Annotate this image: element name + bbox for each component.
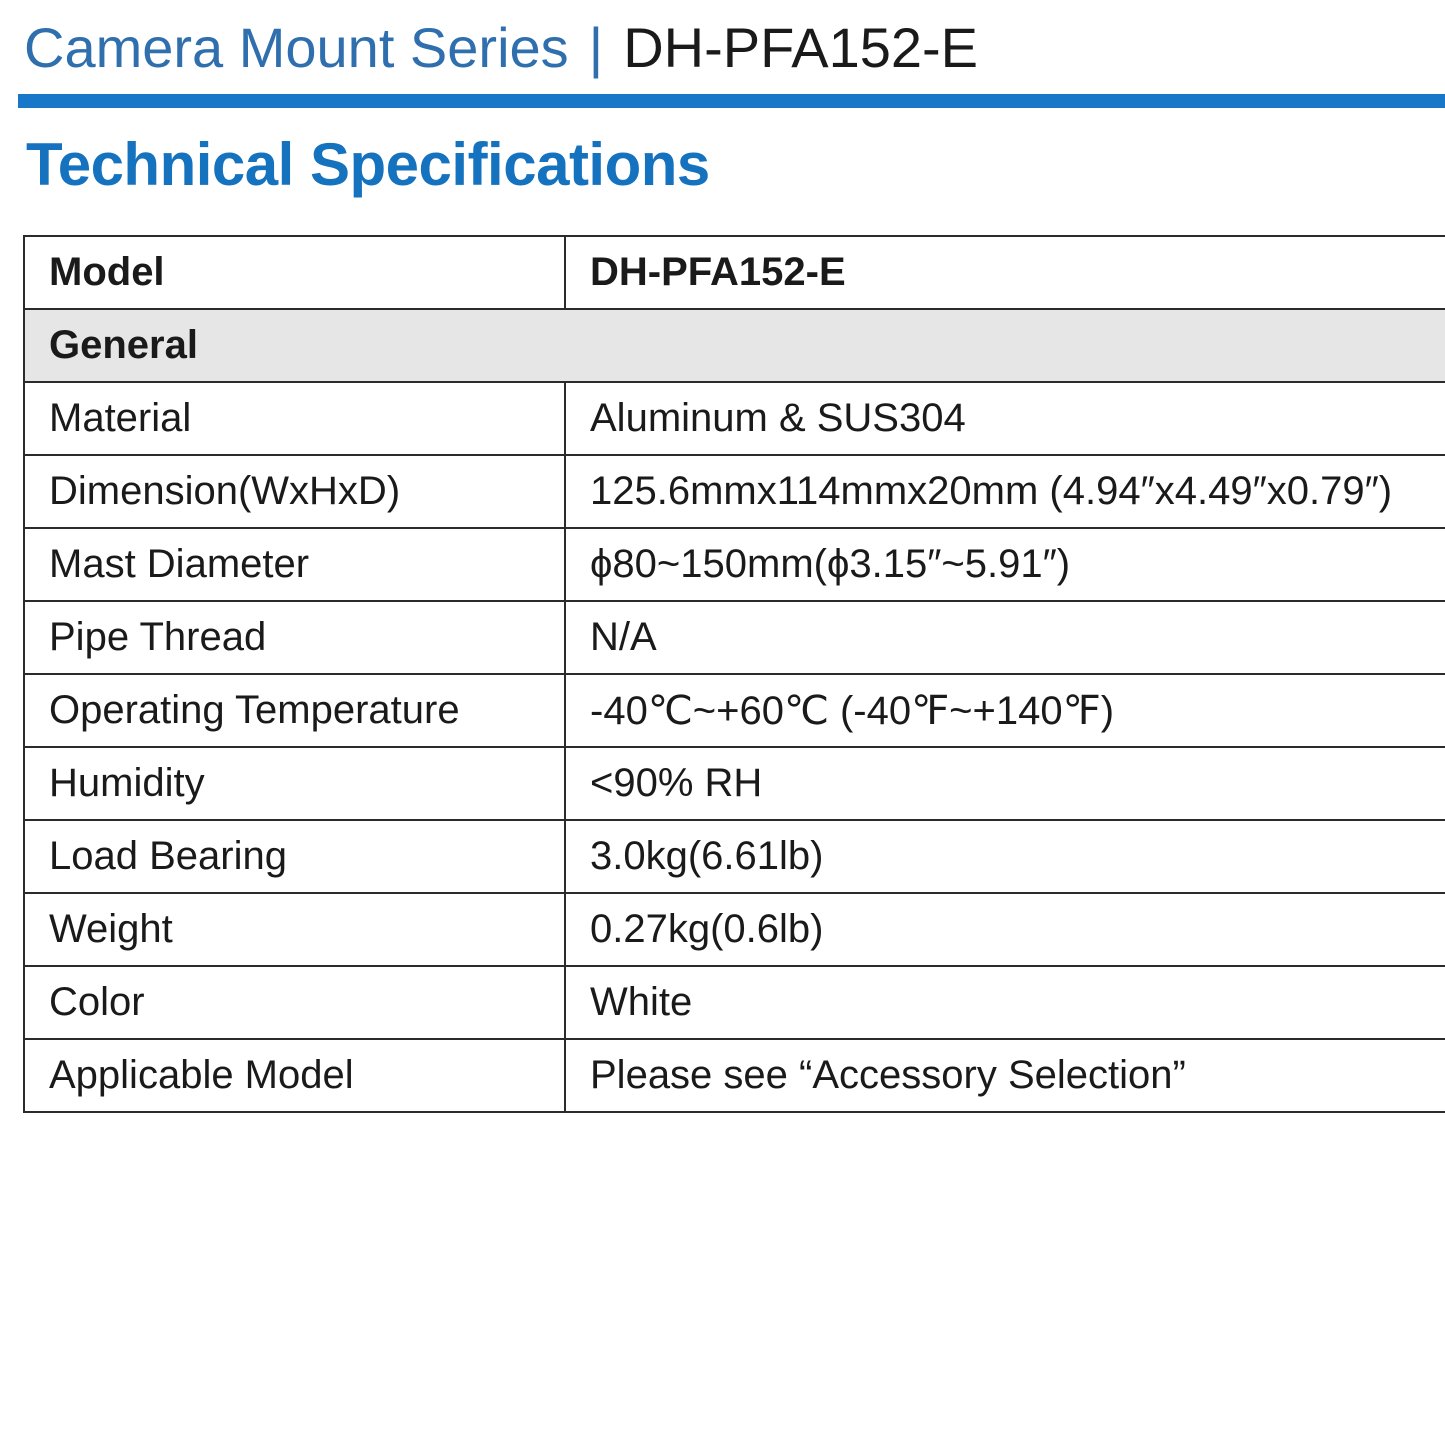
table-row	[24, 674, 1445, 747]
spec-value: N/A	[565, 601, 1445, 674]
table-row	[24, 893, 1445, 966]
table-row	[24, 820, 1445, 893]
table-row	[24, 966, 1445, 1039]
spec-value: 125.6mmx114mmx20mm (4.94″x4.49″x0.79″)	[565, 455, 1445, 528]
table-row	[24, 455, 1445, 528]
spec-label: Pipe Thread	[24, 601, 565, 674]
spec-value: <90% RH	[565, 747, 1445, 820]
table-row	[24, 601, 1445, 674]
spec-label: Humidity	[24, 747, 565, 820]
table-row	[24, 747, 1445, 820]
header-separator: |	[588, 16, 604, 79]
spec-label: Applicable Model	[24, 1039, 565, 1112]
spec-label: Color	[24, 966, 565, 1039]
spec-label: Dimension(WxHxD)	[24, 455, 565, 528]
spec-value: 0.27kg(0.6lb)	[565, 893, 1445, 966]
spec-label: Operating Temperature	[24, 674, 565, 747]
spec-table	[23, 235, 1445, 1113]
header-model-name: DH-PFA152-E	[623, 16, 979, 79]
model-row	[24, 236, 1445, 309]
section-title: Technical Specifications	[26, 131, 710, 198]
spec-value: Please see “Accessory Selection”	[565, 1039, 1445, 1112]
spec-label: Mast Diameter	[24, 528, 565, 601]
series-title: Camera Mount Series	[24, 16, 569, 79]
spec-value: Aluminum & SUS304	[565, 382, 1445, 455]
spec-value: 3.0kg(6.61lb)	[565, 820, 1445, 893]
spec-label: Load Bearing	[24, 820, 565, 893]
model-value: DH-PFA152-E	[565, 236, 1445, 309]
group-label: General	[24, 309, 1445, 382]
model-label: Model	[24, 236, 565, 309]
group-row-general	[24, 309, 1445, 382]
spec-value: ϕ80~150mm(ϕ3.15″~5.91″)	[565, 528, 1445, 601]
header-accent-rule	[18, 94, 1445, 108]
table-row	[24, 1039, 1445, 1112]
table-row	[24, 382, 1445, 455]
table-row	[24, 528, 1445, 601]
spec-value: White	[565, 966, 1445, 1039]
spec-value: -40℃~+60℃ (-40℉~+140℉)	[565, 674, 1445, 747]
page-header	[24, 12, 978, 84]
spec-label: Weight	[24, 893, 565, 966]
spec-label: Material	[24, 382, 565, 455]
